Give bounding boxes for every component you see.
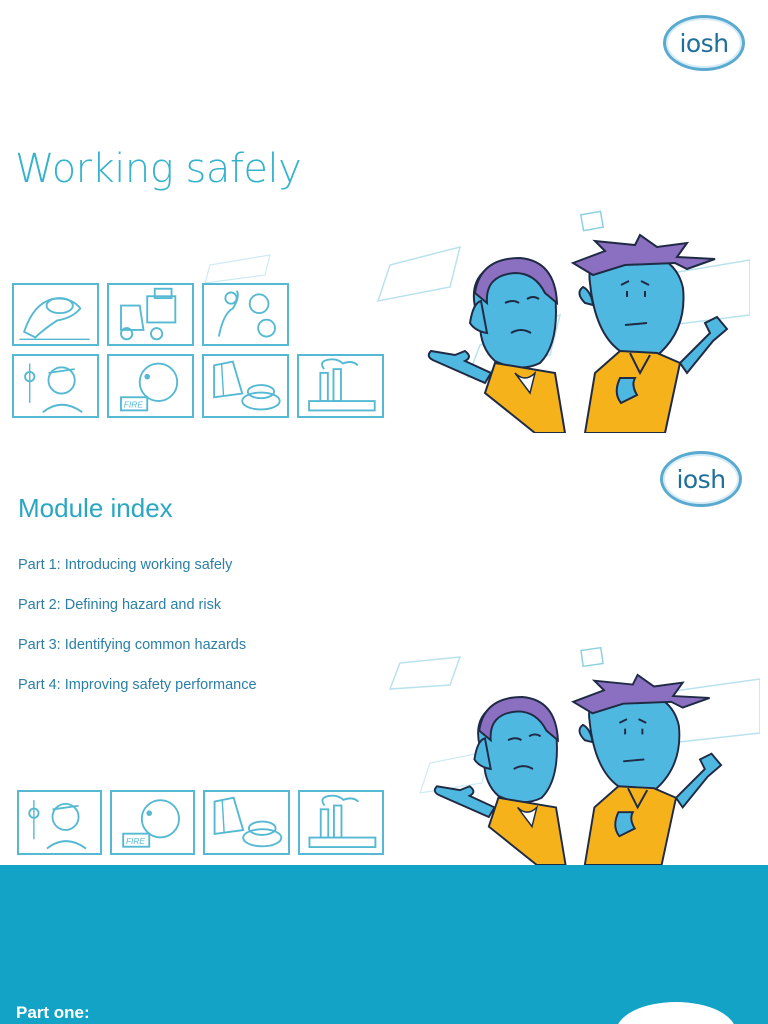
glove-icon: [14, 285, 97, 344]
hazard-tile-ppe: [203, 790, 290, 855]
hazard-tile-forklift: [107, 283, 194, 346]
hazard-tile-fire: [110, 790, 195, 855]
hazard-tile-glove: [12, 283, 99, 346]
svg-text:FIRE: FIRE: [123, 399, 143, 410]
fire-alarm-icon: [112, 792, 193, 853]
slide-working-safely: [0, 0, 768, 433]
factory-icon: [299, 356, 382, 416]
iosh-logo-text: iosh: [679, 28, 729, 58]
worker-icon: [19, 792, 100, 853]
iosh-logo: [660, 451, 742, 507]
gear-icon: [204, 285, 287, 344]
iosh-logo-text: iosh: [676, 464, 726, 494]
worker-icon: [14, 356, 97, 416]
slide-module-index: [0, 433, 768, 865]
cartoon-characters: [425, 233, 735, 433]
svg-text:FIRE: FIRE: [125, 835, 146, 846]
cartoon-characters: [425, 673, 735, 865]
forklift-icon: [109, 285, 192, 344]
module-index-title: Module index: [18, 493, 173, 523]
module-index-item: Part 2: Defining hazard and risk: [18, 597, 222, 613]
iosh-logo: [663, 15, 745, 71]
iosh-logo-partial: [616, 1002, 736, 1024]
hazard-tile-fire: [107, 354, 194, 418]
slide-title: Working safely: [15, 146, 302, 192]
hazard-tile-factory: [297, 354, 384, 418]
safety-vest-icon: [205, 792, 288, 853]
hazard-tile-worker: [12, 354, 99, 418]
safety-vest-icon: [204, 356, 287, 416]
hazard-tile-machinery: [202, 283, 289, 346]
fire-alarm-icon: [109, 356, 192, 416]
slide-part-one: [0, 865, 768, 1024]
hazard-tile-ppe: [202, 354, 289, 418]
hazard-tile-worker: [17, 790, 102, 855]
module-index-item: Part 4: Improving safety performance: [18, 677, 257, 693]
part-label: Part one:: [16, 1003, 90, 1022]
module-index-item: Part 1: Introducing working safely: [18, 557, 233, 573]
module-index-item: Part 3: Identifying common hazards: [18, 637, 247, 653]
factory-icon: [300, 792, 382, 853]
hazard-tile-factory: [298, 790, 384, 855]
